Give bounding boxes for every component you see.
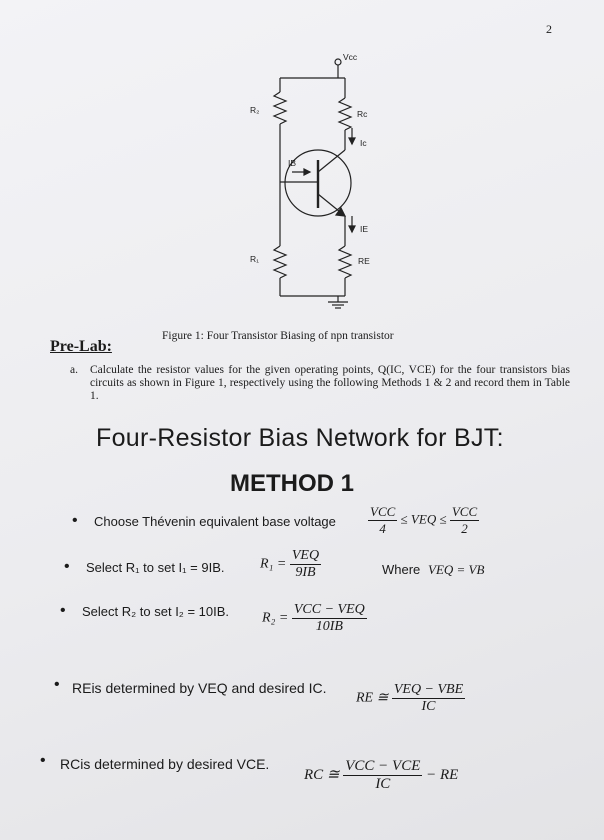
vcc-label: Vcc <box>343 52 358 62</box>
r2-resistor <box>274 92 286 124</box>
equation-veq-vb: VEQ = VB <box>428 562 485 577</box>
circuit-diagram <box>0 0 604 330</box>
prelab-title: Pre-Lab: <box>50 338 112 355</box>
method-title: METHOD 1 <box>230 470 355 497</box>
re-resistor <box>339 246 351 278</box>
ie-label: IE <box>360 224 369 234</box>
ic-label: Ic <box>360 138 367 148</box>
prelab-item-text: Calculate the resistor values for the given operating points, Q(IC, VCE) for the four transistors bias circuits as shown in Figure 1, respectively using the following Methods 1 & 2 and record them in Table 1. <box>90 364 570 402</box>
equation-re: RE ≅ $\frac{\text{VEQ − VBE}}{IC}$ <box>356 682 464 714</box>
re-label: RE <box>358 256 370 266</box>
bullet-dot-4: • <box>54 676 60 693</box>
r1-label: R₁ <box>250 254 260 264</box>
figure-caption: Figure 1: Four Transistor Biasing of npn transistor <box>162 330 394 342</box>
equation-rc: RC ≅ $\frac{\text{VCC − VCE}}{IC}$ − RE <box>304 758 459 792</box>
ib-label: IB <box>288 158 297 168</box>
page-number: 2 <box>546 22 552 36</box>
equation-r2: R₂ = $\frac{\text{VCC − VEQ}}{10IB}$ <box>262 602 365 634</box>
bullet-dot-5: • <box>40 752 46 769</box>
r2-label: R₂ <box>250 105 260 115</box>
bullet-dot-2: • <box>64 558 70 575</box>
vcc-terminal <box>335 59 341 65</box>
bullet-dot-1: • <box>72 512 78 529</box>
equation-r1: R₁ = $\frac{\text{VEQ}}{9IB}$ <box>260 548 320 580</box>
bullet-2-text: Select R₁ to set I₁ = 9IB. <box>86 560 225 575</box>
bullet-1-text: Choose Thévenin equivalent base voltage <box>94 514 336 529</box>
rc-label: Rc <box>357 109 368 119</box>
section-heading: Four-Resistor Bias Network for BJT: <box>96 424 504 452</box>
prelab-item-label: a. <box>70 364 78 376</box>
equation-veq-range: $\frac{\text{VCC}}{4}$ ≤ VEQ ≤ $\frac{\text{VCC}}{2}$ <box>370 504 478 536</box>
where-label: Where <box>382 562 421 577</box>
rc-resistor <box>339 98 351 130</box>
bullet-3-text: Select R₂ to set I₂ = 10IB. <box>82 604 230 619</box>
bullet-dot-3: • <box>60 602 66 619</box>
bullet-4-text: REis determined by VEQ and desired IC. <box>72 680 327 696</box>
r1-resistor <box>274 246 286 278</box>
bullet-5-text: RCis determined by desired VCE. <box>60 756 270 772</box>
